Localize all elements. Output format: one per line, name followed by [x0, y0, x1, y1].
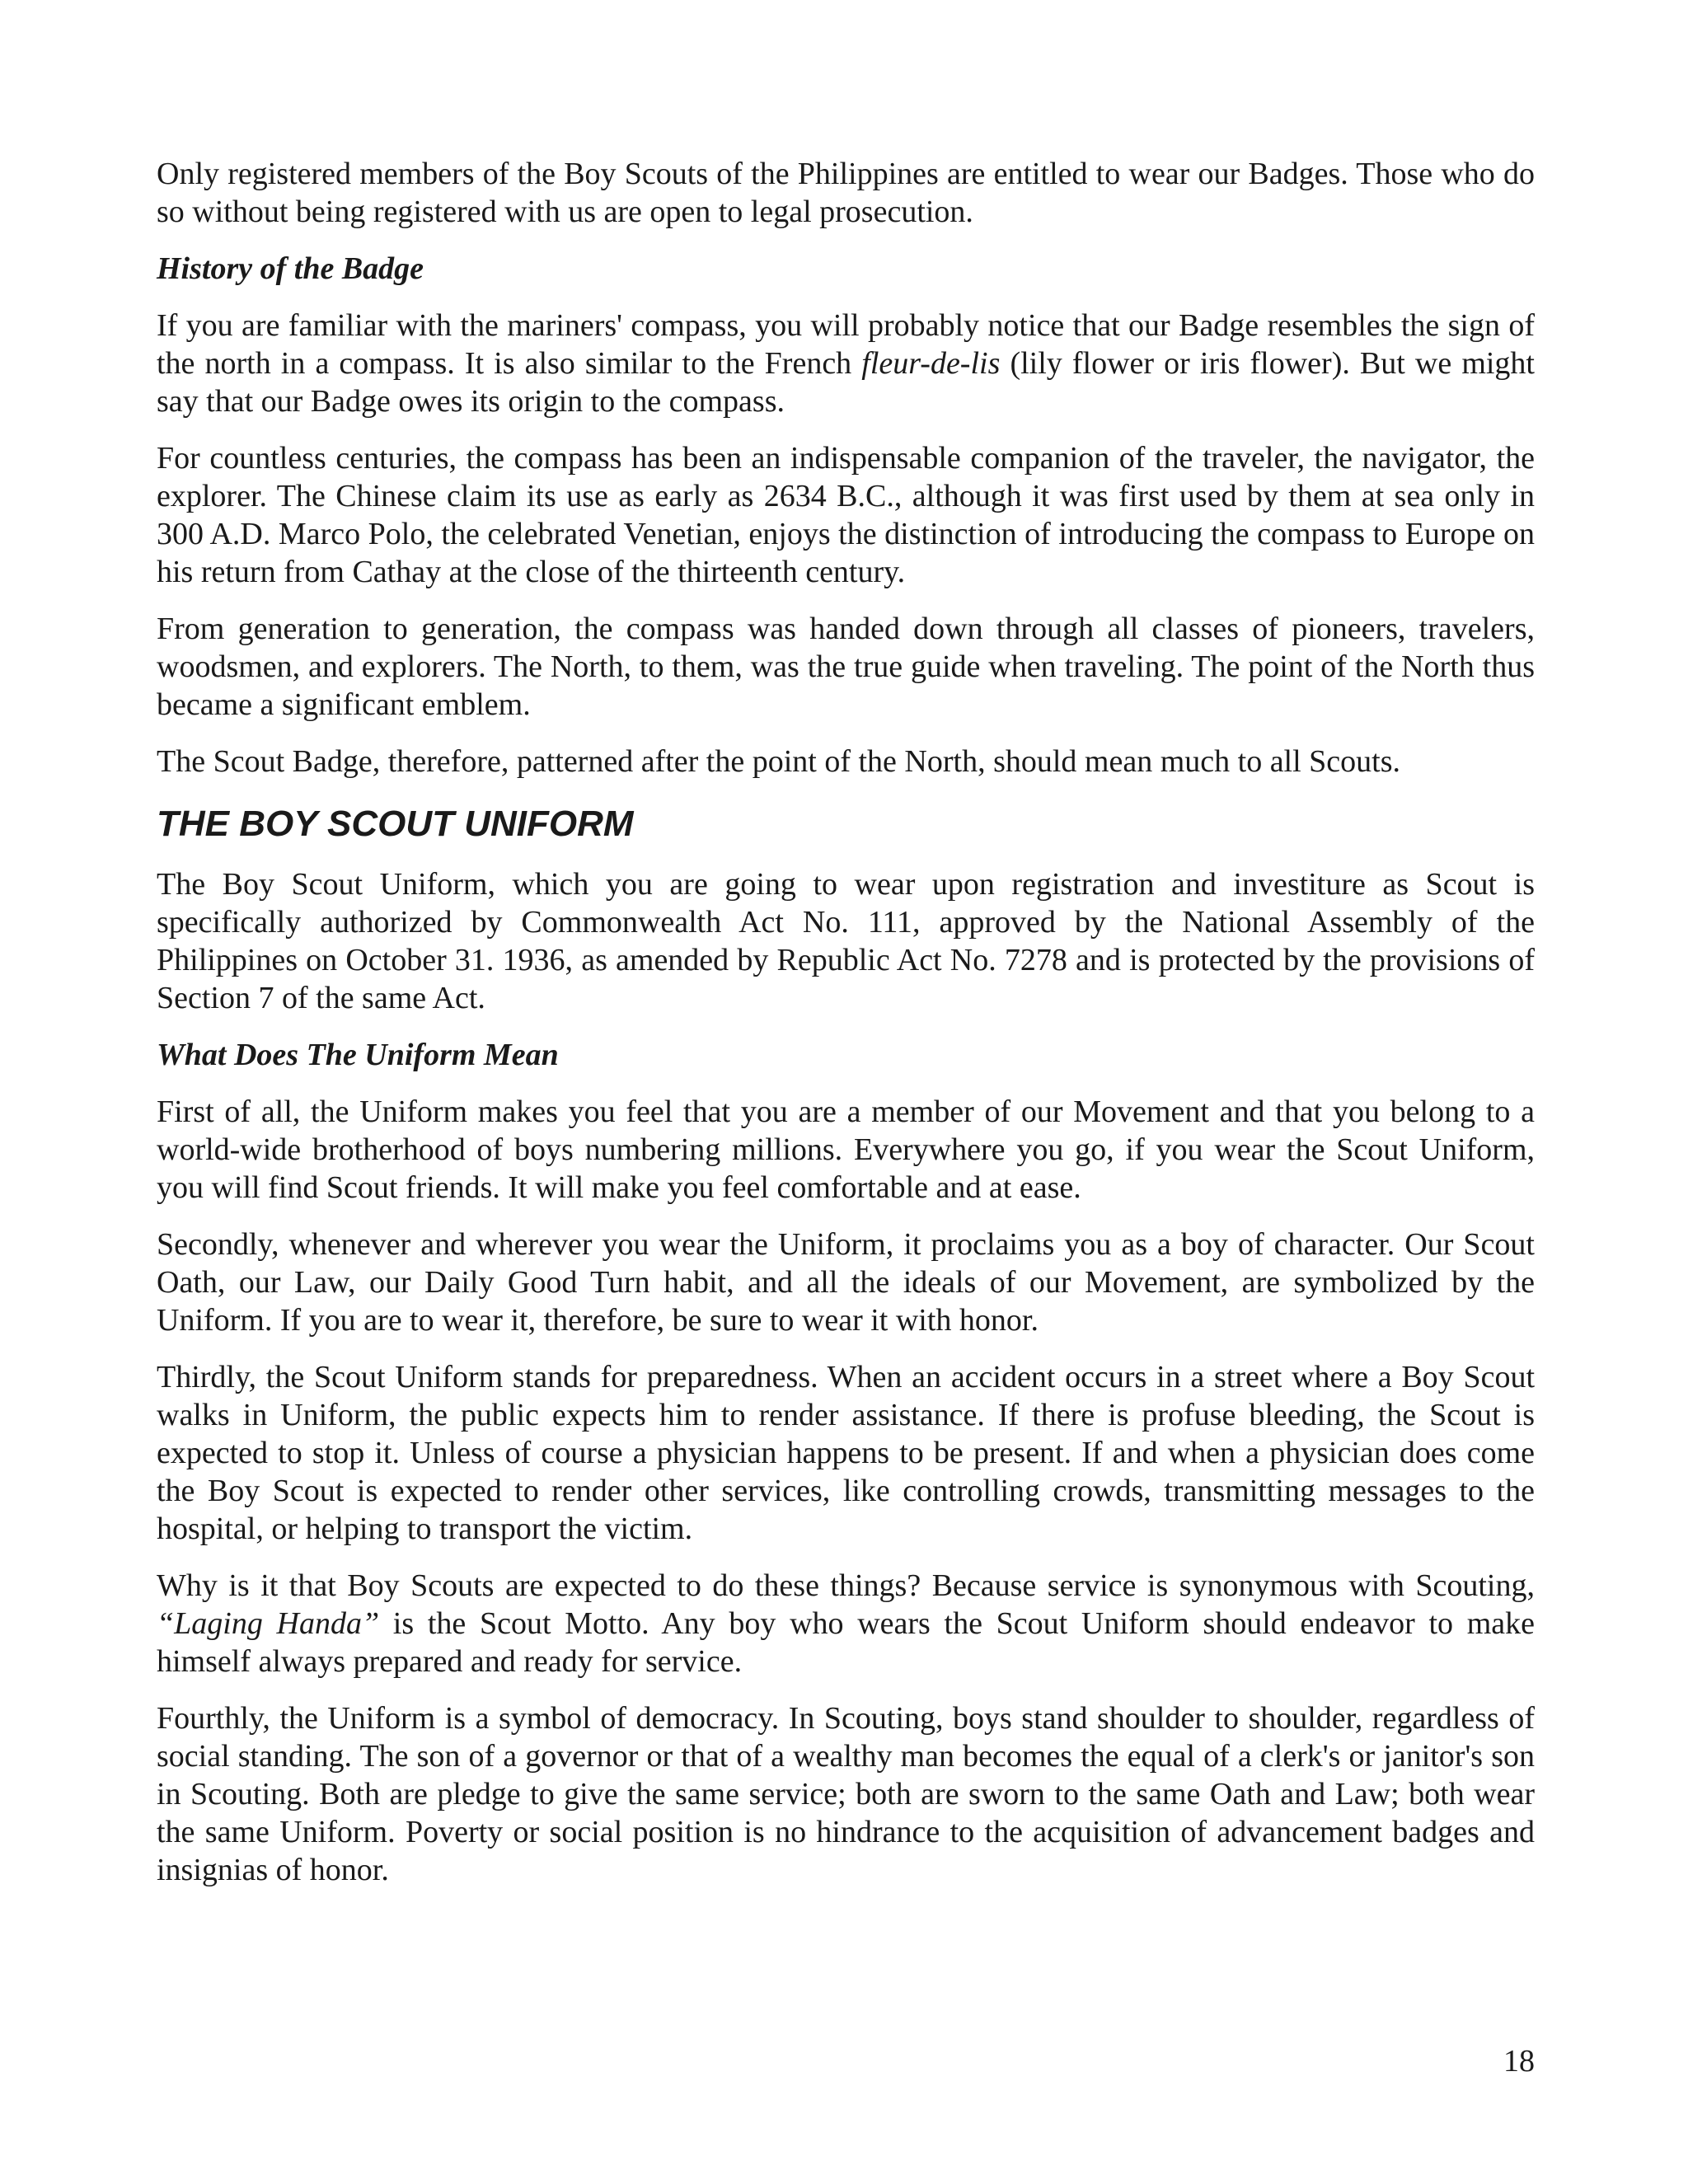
page-number: 18 [1503, 2044, 1535, 2079]
history-paragraph-3: From generation to generation, the compass was handed down through all classes of pioneers, travelers, woodsmen, and explorers. The North, to them, was the true guide when traveling. The point of the North thus became a significant emblem. [157, 612, 1535, 722]
meaning-paragraph-4 [157, 1567, 1535, 1680]
meaning-p4-text-end: is the Scout Motto. Any boy who wears the Scout Uniform should endeavor to make himself always prepared and ready for service. [157, 1606, 1535, 1679]
page-content [157, 155, 1535, 1908]
history-p1-text-start: If you are familiar with the mariners' compass, you will probably notice that our Badge resembles the sign of the north in a compass. It is also similar to the French [157, 308, 1535, 381]
meaning-p4-text-start: Why is it that Boy Scouts are expected to do these things? Because service is synonymous with Scouting, [157, 1568, 1535, 1603]
uniform-paragraph-1: The Boy Scout Uniform, which you are going to wear upon registration and investiture as Scout is specifically authorized by Commonwealth Act No. 111, approved by the National Assembly of the Philippines on October 31. 1936, as amended by Republic Act No. 7278 and is protected by the provisions of Section 7 of the same Act. [157, 867, 1535, 1015]
meaning-paragraph-1: First of all, the Uniform makes you feel that you are a member of our Movement and that you belong to a world-wide brotherhood of boys numbering millions. Everywhere you go, if you wear the Scout Uniform, you will find Scout friends. It will make you feel comfortable and at ease. [157, 1094, 1535, 1205]
history-paragraph-2: For countless centuries, the compass has been an indispensable companion of the traveler, the navigator, the explorer. The Chinese claim its use as early as 2634 B.C., although it was first used by them at sea only in 300 A.D. Marco Polo, the celebrated Venetian, enjoys the distinction of introducing the compass to Europe on his return from Cathay at the close of the thirteenth century. [157, 441, 1535, 589]
fleur-de-lis-term: fleur-de-lis [861, 346, 1001, 381]
history-p1-text-end: (lily flower or iris flower). But we might say that our Badge owes its origin to the compass. [157, 346, 1535, 419]
history-heading: History of the Badge [157, 251, 424, 286]
history-paragraph-1 [157, 307, 1535, 420]
uniform-section-heading: THE BOY SCOUT UNIFORM [157, 804, 634, 844]
meaning-heading: What Does The Uniform Mean [157, 1038, 559, 1072]
meaning-paragraph-5: Fourthly, the Uniform is a symbol of democracy. In Scouting, boys stand shoulder to shoulder, regardless of social standing. The son of a governor or that of a wealthy man becomes the equal of a clerk's or janitor's son in Scouting. Both are pledge to give the same service; both are sworn to the same Oath and Law; both wear the same Uniform. Poverty or social position is no hindrance to the acquisition of advancement badges and insignias of honor. [157, 1701, 1535, 1887]
meaning-paragraph-2: Secondly, whenever and wherever you wear the Uniform, it proclaims you as a boy of character. Our Scout Oath, our Law, our Daily Good Turn habit, and all the ideals of our Movement, are symbolized by the Uniform. If you are to wear it, therefore, be sure to wear it with honor. [157, 1227, 1535, 1338]
meaning-paragraph-3: Thirdly, the Scout Uniform stands for preparedness. When an accident occurs in a street where a Boy Scout walks in Uniform, the public expects him to render assistance. If there is profuse bleeding, the Scout is expected to stop it. Unless of course a physician happens to be present. If and when a physician does come the Boy Scout is expected to render other services, like controlling crowds, transmitting messages to the hospital, or helping to transport the victim. [157, 1360, 1535, 1546]
history-paragraph-4: The Scout Badge, therefore, patterned after the point of the North, should mean much to all Scouts. [157, 744, 1401, 779]
intro-paragraph: Only registered members of the Boy Scouts of the Philippines are entitled to wear our Badges. Those who do so without being registered with us are open to legal prosecution. [157, 157, 1535, 229]
scout-motto: “Laging Handa” [157, 1606, 380, 1641]
